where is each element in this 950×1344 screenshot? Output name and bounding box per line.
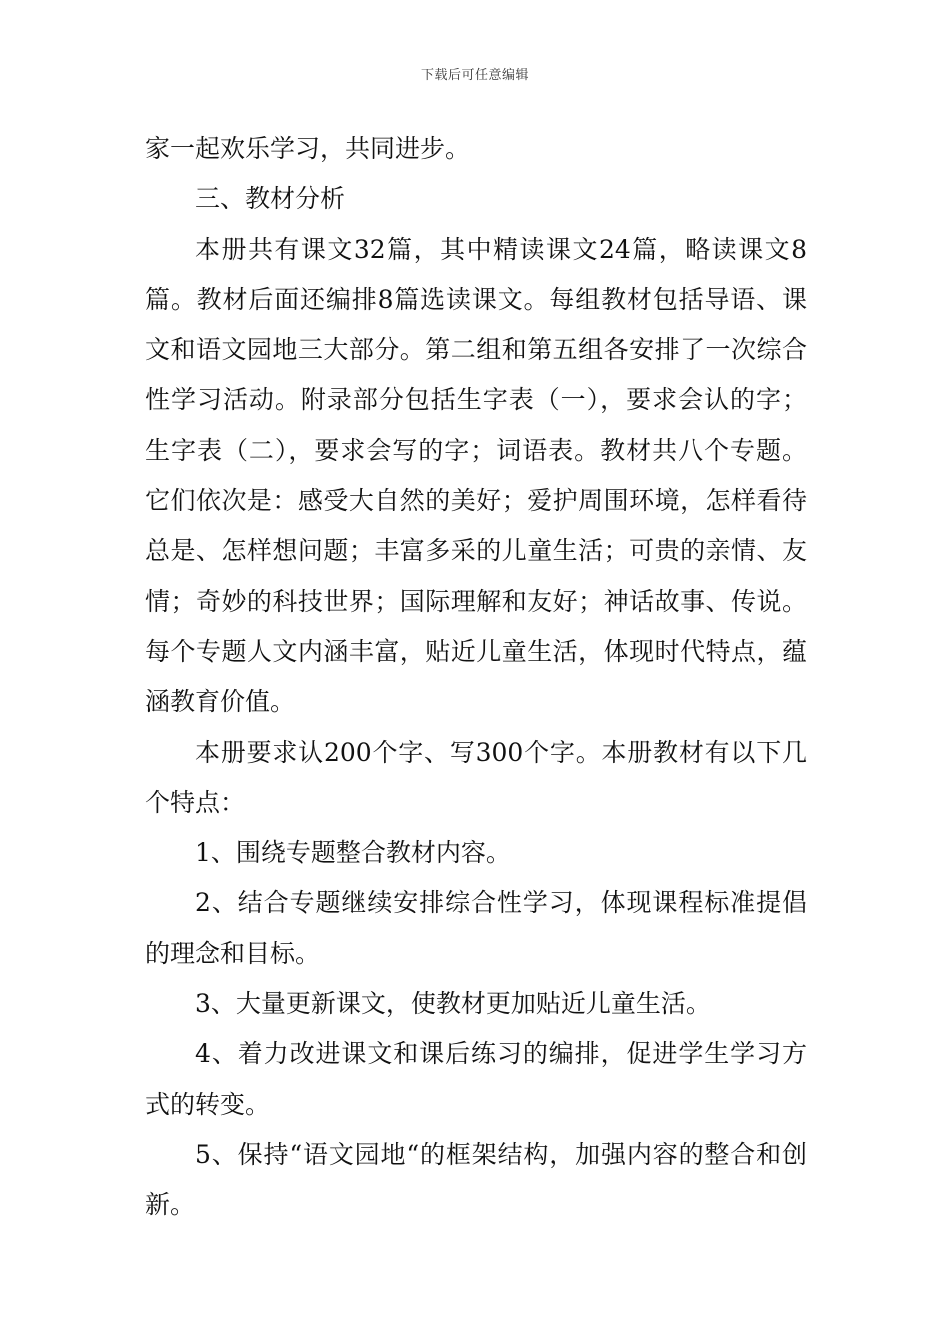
list-item: 3、大量更新课文，使教材更加贴近儿童生活。: [195, 989, 711, 1019]
paragraph: 家一起欢乐学习，共同进步。: [145, 134, 471, 163]
paragraph: 本册共有课文32篇，其中精读课文24篇，略读课文8篇。教材后面还编排8篇选读课文。每组教材包括导语、课文和语文园地三大部分。第二组和第五组各安排了一次综合性学习活动。附录部分包括生字表（一），要求会认的字；生字表（二），要求会写的字；词语表。教材共八个专题。它们依次是：感受大自然的美好；爱护周围环境，怎样看待总是、怎样想问题；丰富多采的儿童生活；可贵的亲情、友情；奇妙的科技世界；国际理解和友好；神话故事、传说。每个专题人文内涵丰富，贴近儿童生活，体现时代特点，蕴涵教育价值。: [145, 234, 807, 717]
document-body: [145, 124, 807, 1231]
list-item: 2、结合专题继续安排综合性学习，体现课程标准提倡的理念和目标。: [145, 888, 807, 968]
page-header: 下载后可任意编辑: [420, 68, 529, 83]
paragraph: 本册要求认200个字、写300个字。本册教材有以下几个特点：: [145, 737, 807, 817]
list-item: 4、着力改进课文和课后练习的编排，促进学生学习方式的转变。: [145, 1039, 807, 1119]
list-item: 1、围绕专题整合教材内容。: [195, 838, 511, 868]
section-heading: 三、教材分析: [195, 184, 346, 214]
list-item: 5、保持“语文园地“的框架结构，加强内容的整合和创新。: [145, 1139, 807, 1220]
